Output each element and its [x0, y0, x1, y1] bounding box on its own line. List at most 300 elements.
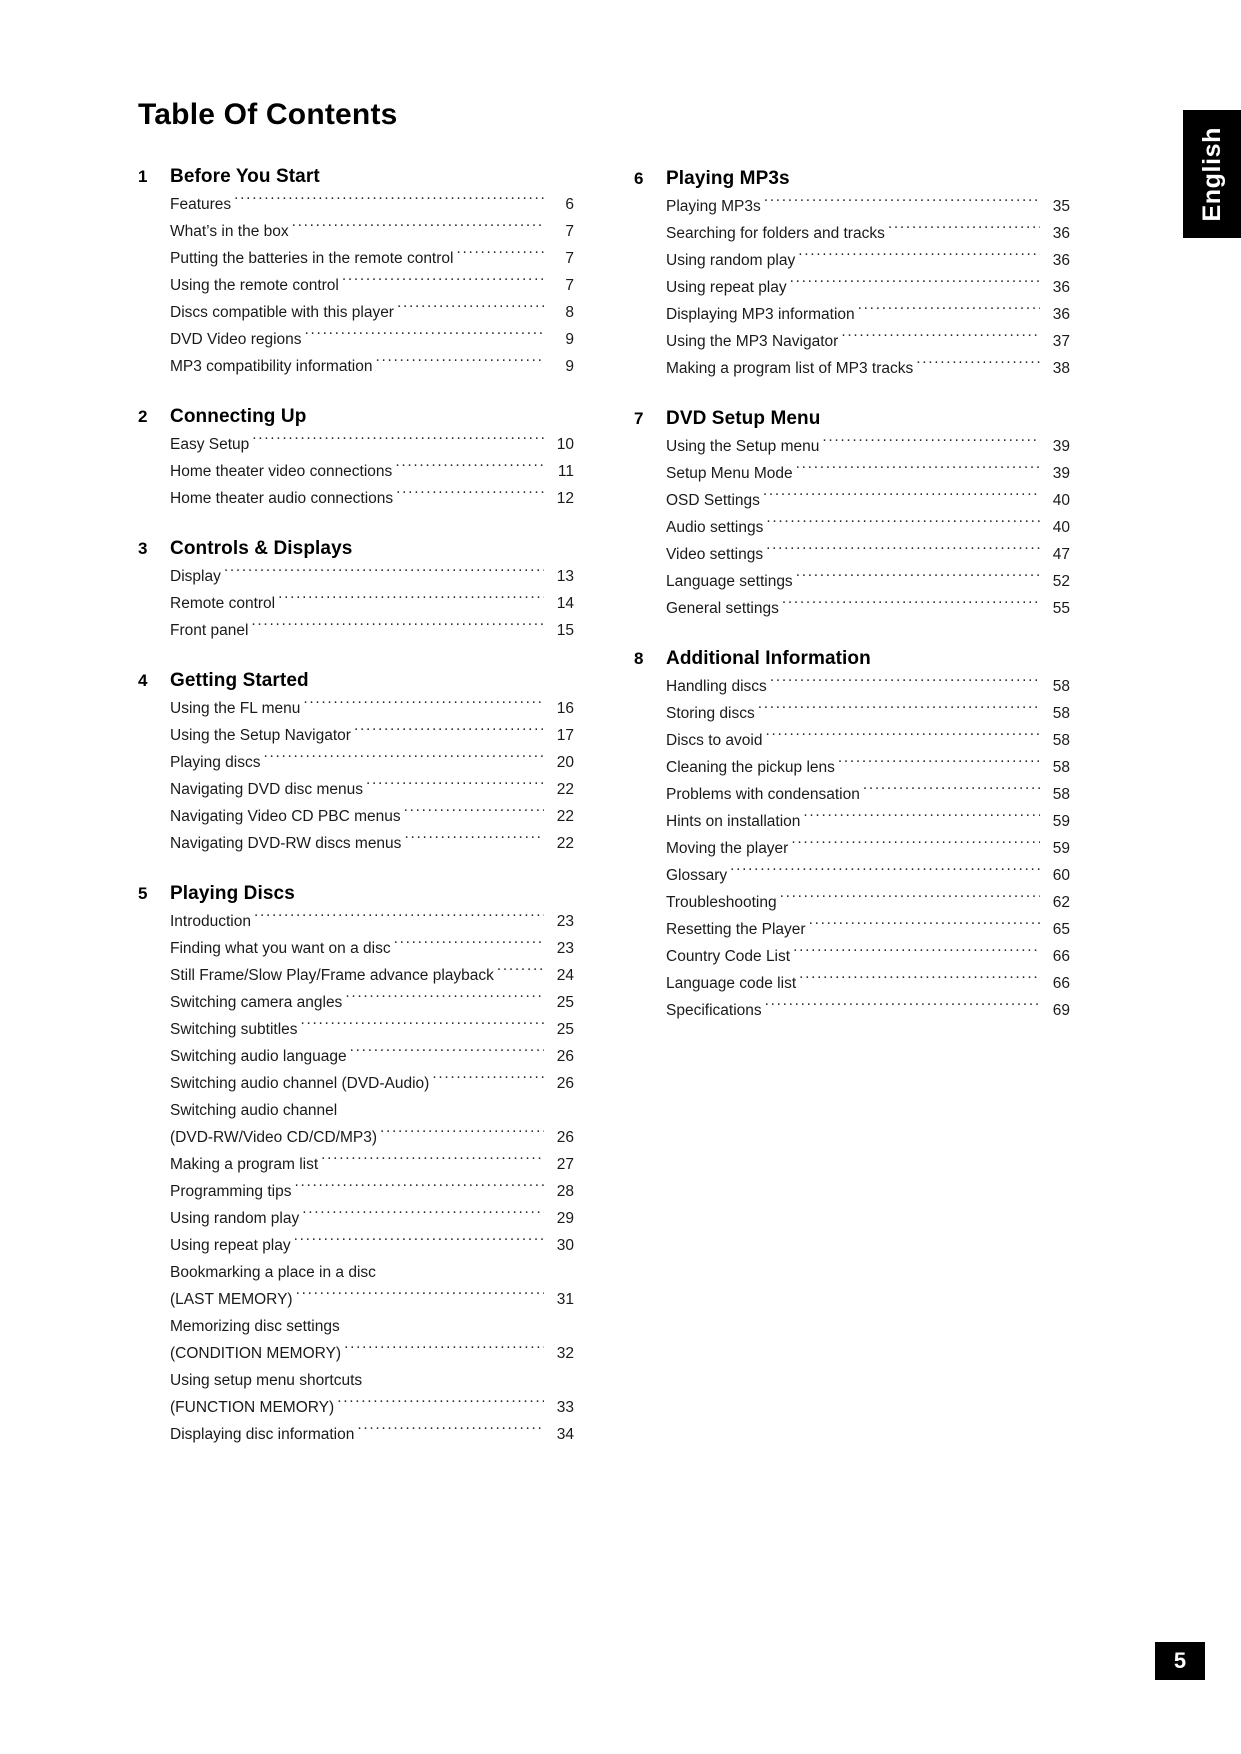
toc-entry[interactable]	[666, 754, 1070, 781]
toc-entry[interactable]	[170, 989, 574, 1016]
toc-entry[interactable]	[170, 1151, 574, 1178]
toc-entry-label: Bookmarking a place in a disc	[170, 1264, 376, 1281]
toc-entry-page-number: 69	[1052, 1002, 1070, 1019]
toc-entry-page-number: 26	[556, 1129, 574, 1146]
toc-entry-page-number: 58	[1052, 732, 1070, 749]
chapter-number: 7	[634, 409, 644, 428]
toc-entry-label: Using setup menu shortcuts	[170, 1372, 363, 1389]
toc-dot-leader	[397, 302, 544, 318]
language-tab-label: English	[1197, 126, 1226, 222]
toc-entry-label: Home theater audio connections	[170, 490, 394, 507]
toc-dot-leader	[234, 194, 544, 210]
toc-entry-page-number: 39	[1052, 438, 1070, 455]
toc-entry-page-number: 32	[556, 1345, 574, 1362]
toc-entry[interactable]	[170, 245, 574, 272]
toc-entry-label: (DVD-RW/Video CD/CD/MP3)	[170, 1129, 377, 1146]
toc-entry-page-number: 58	[1052, 786, 1070, 803]
toc-entry-label: General settings	[666, 600, 779, 617]
chapter-entry-list	[170, 695, 574, 857]
toc-entry-page-number: 10	[556, 436, 574, 453]
toc-dot-leader	[357, 1424, 544, 1440]
toc-column-left	[138, 166, 574, 1448]
toc-entry-page-number: 36	[1052, 252, 1070, 269]
toc-dot-leader	[770, 676, 1040, 692]
toc-entry-page-number: 55	[1052, 600, 1070, 617]
toc-entry-page-number: 28	[556, 1183, 574, 1200]
toc-entry-page-number: 16	[556, 700, 574, 717]
toc-entry[interactable]	[170, 326, 574, 353]
toc-entry[interactable]	[170, 1124, 574, 1151]
toc-entry[interactable]	[170, 1367, 574, 1394]
toc-entry-label: (CONDITION MEMORY)	[170, 1345, 342, 1362]
toc-dot-leader	[764, 196, 1040, 212]
chapter-heading[interactable]	[138, 670, 574, 692]
toc-dot-leader	[432, 1073, 544, 1089]
toc-entry-page-number: 27	[556, 1156, 574, 1173]
toc-entry-page-number: 30	[556, 1237, 574, 1254]
chapter-title: Controls & Displays	[170, 538, 353, 559]
toc-entry[interactable]	[666, 355, 1070, 382]
toc-entry[interactable]	[666, 247, 1070, 274]
toc-entry[interactable]	[666, 595, 1070, 622]
chapter-entry-list	[666, 193, 1070, 382]
toc-entry-label: DVD Video regions	[170, 331, 302, 348]
toc-entry-page-number: 12	[556, 490, 574, 507]
chapter-entry-list	[170, 563, 574, 644]
toc-entry-label: Storing discs	[666, 705, 755, 722]
toc-entry-page-number: 7	[565, 277, 574, 294]
toc-dot-leader	[766, 544, 1040, 560]
toc-entry-page-number: 13	[556, 568, 574, 585]
toc-entry[interactable]	[666, 916, 1070, 943]
toc-dot-leader	[342, 275, 544, 291]
toc-entry-label: Making a program list	[170, 1156, 319, 1173]
toc-entry-label: Cleaning the pickup lens	[666, 759, 835, 776]
toc-chapter	[138, 670, 574, 857]
toc-entry[interactable]	[170, 218, 574, 245]
toc-entry[interactable]	[666, 943, 1070, 970]
toc-entry-page-number: 23	[556, 940, 574, 957]
toc-entry-page-number: 7	[565, 223, 574, 240]
toc-dot-leader	[780, 892, 1040, 908]
toc-entry-page-number: 26	[556, 1048, 574, 1065]
toc-dot-leader	[888, 223, 1040, 239]
chapter-heading[interactable]	[634, 648, 1070, 670]
toc-entry-label: Hints on installation	[666, 813, 801, 830]
toc-entry-page-number: 33	[556, 1399, 574, 1416]
toc-entry[interactable]	[170, 1232, 574, 1259]
toc-entry[interactable]	[170, 1421, 574, 1448]
toc-dot-leader	[404, 833, 544, 849]
toc-entry-label: What’s in the box	[170, 223, 289, 240]
toc-entry-label: Language code list	[666, 975, 797, 992]
toc-entry-label: Memorizing disc settings	[170, 1318, 340, 1335]
toc-entry[interactable]	[666, 889, 1070, 916]
toc-entry-page-number: 9	[565, 358, 574, 375]
toc-entry-label: OSD Settings	[666, 492, 760, 509]
toc-entry-label: Finding what you want on a disc	[170, 940, 391, 957]
toc-entry-label: Troubleshooting	[666, 894, 777, 911]
toc-entry-label: Using the MP3 Navigator	[666, 333, 839, 350]
toc-dot-leader	[380, 1127, 544, 1143]
chapter-heading[interactable]	[138, 406, 574, 428]
chapter-number: 3	[138, 539, 148, 558]
toc-entry[interactable]	[170, 299, 574, 326]
toc-dot-leader	[344, 1343, 544, 1359]
toc-dot-leader	[791, 838, 1040, 854]
toc-entry[interactable]	[170, 431, 574, 458]
toc-dot-leader	[303, 698, 544, 714]
toc-dot-leader	[497, 965, 544, 981]
chapter-number: 5	[138, 884, 148, 903]
toc-entry[interactable]	[170, 272, 574, 299]
toc-dot-leader	[838, 757, 1040, 773]
toc-dot-leader	[294, 1181, 544, 1197]
toc-entry-page-number: 62	[1052, 894, 1070, 911]
toc-dot-leader	[350, 1046, 544, 1062]
toc-entry[interactable]	[170, 485, 574, 512]
toc-entry[interactable]	[666, 700, 1070, 727]
toc-entry[interactable]	[170, 830, 574, 857]
toc-entry[interactable]	[666, 862, 1070, 889]
toc-entry-label: Easy Setup	[170, 436, 250, 453]
toc-dot-leader	[822, 436, 1040, 452]
toc-entry[interactable]	[666, 193, 1070, 220]
toc-entry[interactable]	[170, 563, 574, 590]
toc-entry-page-number: 59	[1052, 840, 1070, 857]
toc-entry-page-number: 7	[565, 250, 574, 267]
toc-entry-label: Using the Setup Navigator	[170, 727, 351, 744]
toc-entry-label: Searching for folders and tracks	[666, 225, 885, 242]
toc-entry-page-number: 38	[1052, 360, 1070, 377]
toc-entry[interactable]	[170, 908, 574, 935]
toc-entry-page-number: 24	[556, 967, 574, 984]
toc-entry-page-number: 40	[1052, 492, 1070, 509]
toc-entry-page-number: 26	[556, 1075, 574, 1092]
toc-entry[interactable]	[170, 776, 574, 803]
toc-dot-leader	[766, 517, 1040, 533]
page-number-label: 5	[1173, 1648, 1187, 1673]
chapter-entry-list	[170, 431, 574, 512]
toc-entry[interactable]	[666, 808, 1070, 835]
chapter-title: Getting Started	[170, 670, 309, 691]
toc-entry-label: Using repeat play	[666, 279, 787, 296]
toc-entry[interactable]	[666, 220, 1070, 247]
toc-chapter	[138, 406, 574, 512]
toc-entry-page-number: 22	[556, 781, 574, 798]
toc-entry-page-number: 58	[1052, 705, 1070, 722]
toc-entry-label: Programming tips	[170, 1183, 292, 1200]
toc-entry-label: Using the FL menu	[170, 700, 301, 717]
toc-entry-label: Video settings	[666, 546, 764, 563]
toc-entry-label: Introduction	[170, 913, 251, 930]
toc-entry-label: Using the Setup menu	[666, 438, 820, 455]
toc-entry[interactable]	[666, 673, 1070, 700]
toc-dot-leader	[803, 811, 1040, 827]
toc-dot-leader	[345, 992, 544, 1008]
toc-dot-leader	[396, 488, 544, 504]
toc-dot-leader	[296, 1289, 544, 1305]
toc-entry-label: Displaying disc information	[170, 1426, 355, 1443]
toc-entry-label: Navigating DVD-RW discs menus	[170, 835, 402, 852]
chapter-entry-list	[666, 433, 1070, 622]
toc-entry[interactable]	[170, 1178, 574, 1205]
toc-entry[interactable]	[666, 997, 1070, 1024]
toc-entry[interactable]	[170, 1097, 574, 1124]
toc-dot-leader	[321, 1154, 544, 1170]
toc-entry-page-number: 59	[1052, 813, 1070, 830]
toc-entry-label: Front panel	[170, 622, 249, 639]
toc-entry[interactable]	[666, 433, 1070, 460]
toc-entry-label: Home theater video connections	[170, 463, 393, 480]
toc-entry-label: Country Code List	[666, 948, 791, 965]
toc-entry-page-number: 15	[556, 622, 574, 639]
toc-entry-page-number: 36	[1052, 306, 1070, 323]
toc-entry[interactable]	[170, 617, 574, 644]
chapter-title: Additional Information	[666, 648, 871, 669]
toc-entry-label: Switching audio channel	[170, 1102, 338, 1119]
toc-entry[interactable]	[170, 1286, 574, 1313]
toc-entry-page-number: 66	[1052, 948, 1070, 965]
toc-entry-label: (LAST MEMORY)	[170, 1291, 293, 1308]
toc-entry-page-number: 58	[1052, 678, 1070, 695]
toc-entry-page-number: 11	[557, 463, 574, 480]
chapter-number: 6	[634, 169, 644, 188]
toc-dot-leader	[765, 730, 1040, 746]
toc-entry-label: Using random play	[666, 252, 796, 269]
toc-entry[interactable]	[170, 1070, 574, 1097]
toc-entry-label: Putting the batteries in the remote control	[170, 250, 454, 267]
toc-entry[interactable]	[170, 1205, 574, 1232]
toc-entry[interactable]	[666, 727, 1070, 754]
toc-entry-label: Remote control	[170, 595, 276, 612]
toc-entry-page-number: 25	[556, 994, 574, 1011]
toc-entry-page-number: 22	[556, 835, 574, 852]
toc-dot-leader	[301, 1019, 544, 1035]
toc-entry[interactable]	[170, 1313, 574, 1340]
toc-entry-label: Moving the player	[666, 840, 789, 857]
toc-entry-page-number: 6	[565, 196, 574, 213]
toc-entry-page-number: 65	[1052, 921, 1070, 938]
toc-dot-leader	[252, 434, 544, 450]
toc-entry-page-number: 23	[556, 913, 574, 930]
toc-entry-page-number: 60	[1052, 867, 1070, 884]
chapter-heading[interactable]	[634, 408, 1070, 430]
toc-chapter	[634, 648, 1070, 1024]
toc-entry[interactable]	[666, 568, 1070, 595]
toc-dot-leader	[790, 277, 1040, 293]
toc-entry-label: Switching audio language	[170, 1048, 347, 1065]
toc-entry-label: Making a program list of MP3 tracks	[666, 360, 914, 377]
chapter-title: Playing Discs	[170, 883, 295, 904]
toc-chapter	[138, 538, 574, 644]
toc-columns	[138, 166, 1111, 1448]
toc-entry[interactable]	[666, 970, 1070, 997]
toc-dot-leader	[302, 1208, 544, 1224]
toc-entry[interactable]	[170, 1394, 574, 1421]
toc-entry[interactable]	[666, 835, 1070, 862]
toc-entry-page-number: 52	[1052, 573, 1070, 590]
toc-entry[interactable]	[666, 301, 1070, 328]
toc-dot-leader	[394, 938, 544, 954]
toc-entry-label: Still Frame/Slow Play/Frame advance playback	[170, 967, 494, 984]
toc-entry[interactable]	[170, 935, 574, 962]
toc-entry-label: Using random play	[170, 1210, 300, 1227]
toc-entry-page-number: 9	[565, 331, 574, 348]
toc-entry-page-number: 14	[556, 595, 574, 612]
toc-entry-label: Using repeat play	[170, 1237, 291, 1254]
toc-entry[interactable]	[170, 1259, 574, 1286]
toc-entry-label: Problems with condensation	[666, 786, 860, 803]
toc-entry-page-number: 8	[565, 304, 574, 321]
toc-entry-page-number: 20	[556, 754, 574, 771]
toc-dot-leader	[798, 250, 1040, 266]
toc-entry-label: Specifications	[666, 1002, 762, 1019]
toc-entry[interactable]	[666, 274, 1070, 301]
toc-chapter	[634, 168, 1070, 382]
toc-dot-leader	[456, 248, 544, 264]
chapter-heading[interactable]	[138, 883, 574, 905]
toc-entry-label: Discs compatible with this player	[170, 304, 394, 321]
toc-entry-label: Handling discs	[666, 678, 767, 695]
toc-dot-leader	[254, 911, 544, 927]
toc-entry-label: MP3 compatibility information	[170, 358, 373, 375]
toc-dot-leader	[758, 703, 1040, 719]
toc-dot-leader	[916, 358, 1040, 374]
toc-entry[interactable]	[170, 353, 574, 380]
toc-entry[interactable]	[666, 514, 1070, 541]
toc-entry-label: Playing discs	[170, 754, 261, 771]
toc-dot-leader	[337, 1397, 544, 1413]
toc-entry[interactable]	[170, 749, 574, 776]
toc-dot-leader	[793, 946, 1040, 962]
toc-entry-page-number: 66	[1052, 975, 1070, 992]
chapter-heading[interactable]	[138, 166, 574, 188]
chapter-number: 2	[138, 407, 148, 426]
toc-entry-page-number: 39	[1052, 465, 1070, 482]
toc-entry[interactable]	[170, 191, 574, 218]
toc-dot-leader	[799, 973, 1040, 989]
toc-dot-leader	[763, 490, 1040, 506]
toc-dot-leader	[224, 566, 544, 582]
toc-dot-leader	[251, 620, 544, 636]
chapter-title: DVD Setup Menu	[666, 408, 821, 429]
chapter-heading[interactable]	[138, 538, 574, 560]
chapter-number: 4	[138, 671, 148, 690]
page-title: Table Of Contents	[138, 98, 398, 131]
toc-entry-page-number: 36	[1052, 225, 1070, 242]
toc-entry-label: Features	[170, 196, 232, 213]
toc-dot-leader	[796, 463, 1040, 479]
chapter-entry-list	[170, 908, 574, 1448]
toc-dot-leader	[765, 1000, 1040, 1016]
toc-entry-page-number: 35	[1052, 198, 1070, 215]
toc-entry[interactable]	[170, 962, 574, 989]
toc-entry-label: Navigating DVD disc menus	[170, 781, 363, 798]
toc-entry-label: Language settings	[666, 573, 793, 590]
chapter-entry-list	[666, 673, 1070, 1024]
toc-entry-label: Discs to avoid	[666, 732, 763, 749]
chapter-number: 1	[138, 167, 148, 186]
toc-dot-leader	[278, 593, 544, 609]
toc-entry-label: Display	[170, 568, 221, 585]
toc-dot-leader	[809, 919, 1040, 935]
toc-entry[interactable]	[170, 590, 574, 617]
toc-dot-leader	[404, 806, 544, 822]
toc-entry-label: (FUNCTION MEMORY)	[170, 1399, 335, 1416]
toc-entry-label: Switching audio channel (DVD-Audio)	[170, 1075, 430, 1092]
toc-entry-label: Audio settings	[666, 519, 764, 536]
toc-entry-label: Switching camera angles	[170, 994, 343, 1011]
toc-entry[interactable]	[170, 1043, 574, 1070]
toc-dot-leader	[354, 725, 544, 741]
toc-entry-page-number: 47	[1052, 546, 1070, 563]
toc-dot-leader	[305, 329, 544, 345]
chapter-title: Before You Start	[170, 166, 320, 187]
toc-entry[interactable]	[666, 328, 1070, 355]
toc-entry[interactable]	[666, 460, 1070, 487]
toc-entry-page-number: 34	[556, 1426, 574, 1443]
toc-dot-leader	[366, 779, 544, 795]
toc-entry-label: Using the remote control	[170, 277, 339, 294]
toc-entry[interactable]	[666, 781, 1070, 808]
toc-dot-leader	[782, 598, 1040, 614]
toc-entry-label: Playing MP3s	[666, 198, 761, 215]
toc-entry-page-number: 36	[1052, 279, 1070, 296]
toc-entry[interactable]	[170, 458, 574, 485]
toc-dot-leader	[263, 752, 544, 768]
toc-entry[interactable]	[170, 1016, 574, 1043]
toc-dot-leader	[395, 461, 544, 477]
toc-entry[interactable]	[170, 695, 574, 722]
toc-dot-leader	[294, 1235, 544, 1251]
toc-entry-label: Switching subtitles	[170, 1021, 298, 1038]
toc-entry-label: Setup Menu Mode	[666, 465, 793, 482]
toc-entry-label: Displaying MP3 information	[666, 306, 855, 323]
toc-dot-leader	[375, 356, 544, 372]
toc-entry[interactable]	[170, 722, 574, 749]
chapter-title: Connecting Up	[170, 406, 307, 427]
toc-chapter	[138, 166, 574, 380]
toc-dot-leader	[730, 865, 1040, 881]
toc-entry-label: Glossary	[666, 867, 728, 884]
toc-entry-page-number: 25	[556, 1021, 574, 1038]
toc-entry[interactable]	[170, 1340, 574, 1367]
toc-entry-page-number: 17	[556, 727, 574, 744]
toc-chapter	[634, 408, 1070, 622]
toc-chapter	[138, 883, 574, 1448]
toc-entry-label: Resetting the Player	[666, 921, 806, 938]
chapter-title: Playing MP3s	[666, 168, 790, 189]
chapter-number: 8	[634, 649, 644, 668]
toc-dot-leader	[858, 304, 1040, 320]
page-number-badge	[1155, 1642, 1205, 1680]
toc-entry-label: Navigating Video CD PBC menus	[170, 808, 401, 825]
toc-entry-page-number: 40	[1052, 519, 1070, 536]
toc-dot-leader	[863, 784, 1040, 800]
toc-entry-page-number: 31	[556, 1291, 574, 1308]
toc-column-right	[634, 166, 1070, 1448]
chapter-heading[interactable]	[634, 168, 1070, 190]
toc-entry[interactable]	[666, 487, 1070, 514]
toc-entry-page-number: 58	[1052, 759, 1070, 776]
toc-entry[interactable]	[170, 803, 574, 830]
toc-dot-leader	[796, 571, 1040, 587]
toc-entry[interactable]	[666, 541, 1070, 568]
toc-dot-leader	[841, 331, 1040, 347]
toc-dot-leader	[292, 221, 544, 237]
toc-entry-page-number: 22	[556, 808, 574, 825]
